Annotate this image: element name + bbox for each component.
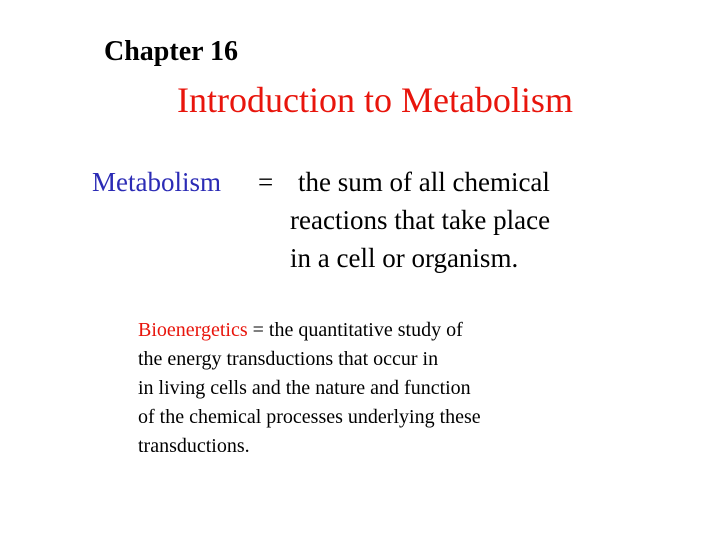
equals-sign: =: [258, 167, 274, 197]
chapter-heading: Chapter 16: [104, 36, 239, 67]
metabolism-term: Metabolism: [92, 167, 221, 197]
bioenergetics-line-5: transductions.: [138, 435, 250, 457]
slide-title: Introduction to Metabolism: [177, 80, 573, 120]
definition-line-1: the sum of all chemical: [298, 167, 550, 197]
bioenergetics-term: Bioenergetics: [138, 319, 248, 341]
bioenergetics-paragraph: [138, 316, 481, 461]
bioenergetics-line-1-rest: = the quantitative study of: [247, 319, 463, 341]
definition-line-2: reactions that take place: [290, 205, 551, 235]
bioenergetics-line-4: of the chemical processes underlying these: [138, 406, 481, 428]
bioenergetics-line-1: [138, 316, 481, 345]
definition-line-3: in a cell or organism.: [290, 243, 519, 273]
bioenergetics-line-2: the energy transductions that occur in: [138, 348, 439, 370]
bioenergetics-line-3: in living cells and the nature and function: [138, 377, 471, 399]
